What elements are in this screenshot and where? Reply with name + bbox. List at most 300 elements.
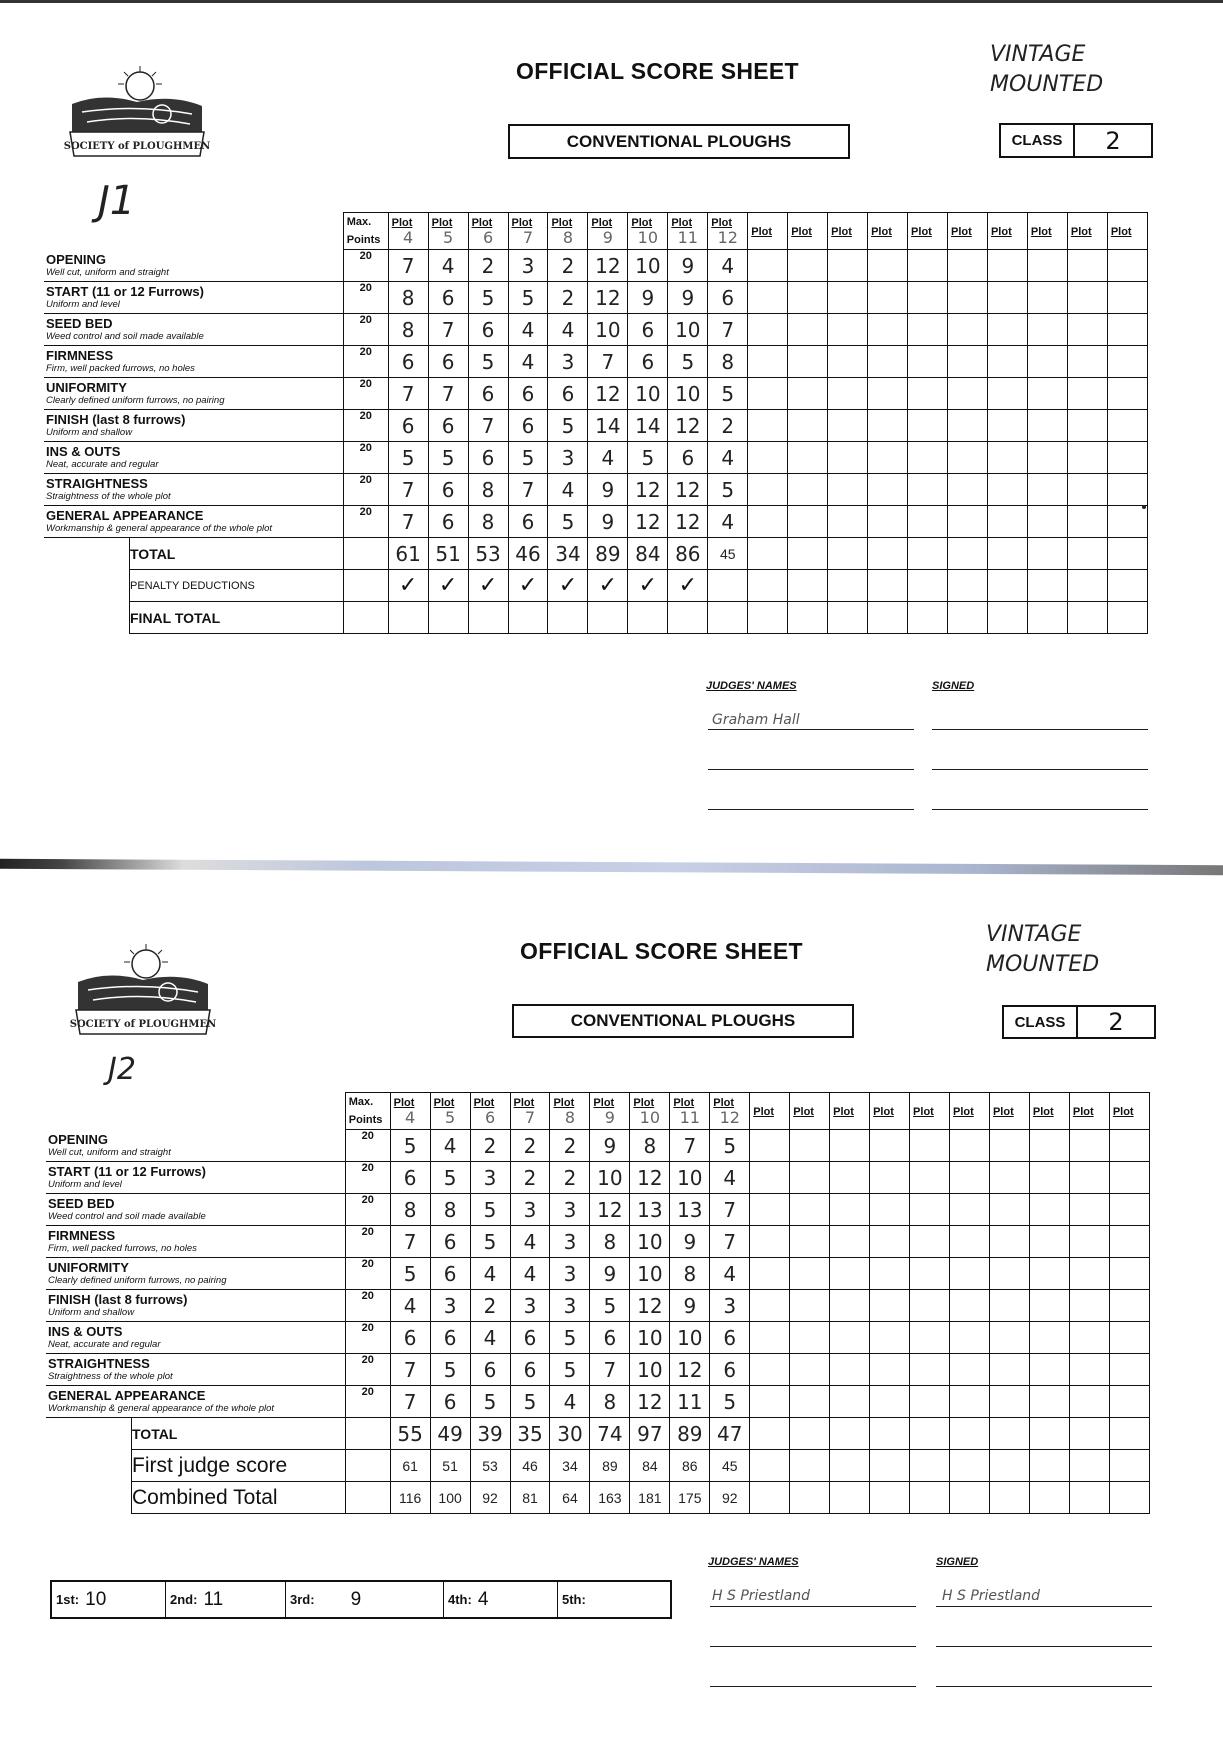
category-row — [44, 346, 1148, 378]
score-cell — [830, 1322, 870, 1354]
score-cell — [748, 250, 788, 282]
totals-spacer — [44, 538, 130, 570]
totals-cell — [989, 1450, 1029, 1482]
score-cell — [868, 282, 908, 314]
score-cell — [1029, 1226, 1069, 1258]
score-cell: 3 — [510, 1290, 550, 1322]
score-cell — [908, 474, 948, 506]
category-name: FINISH (last 8 furrows) — [46, 412, 186, 427]
category-name: UNIFORMITY — [46, 380, 127, 395]
score-cell: 3 — [508, 250, 548, 282]
score-cell: 12 — [670, 1354, 710, 1386]
totals-cell: ✓ — [388, 570, 428, 602]
max-points: 20 — [343, 474, 388, 506]
totals-cell: 89 — [670, 1418, 710, 1450]
score-cell: 7 — [390, 1226, 430, 1258]
score-cell: 11 — [670, 1386, 710, 1418]
score-cell: 5 — [430, 1354, 470, 1386]
score-cell — [1109, 1162, 1149, 1194]
plot-number: 8 — [562, 228, 574, 247]
totals-label: Combined Total — [132, 1482, 346, 1514]
score-cell — [748, 314, 788, 346]
totals-cell: ✓ — [628, 570, 668, 602]
score-cell — [870, 1194, 910, 1226]
max-points: 20 — [343, 442, 388, 474]
totals-cell: 55 — [390, 1418, 430, 1450]
score-cell: 13 — [630, 1194, 670, 1226]
plot-header — [548, 213, 588, 250]
score-cell: 7 — [708, 314, 748, 346]
plot-number: 9 — [604, 1108, 615, 1127]
score-cell — [1069, 1290, 1109, 1322]
totals-cell: 30 — [550, 1418, 590, 1450]
score-cell — [750, 1130, 790, 1162]
score-cell — [910, 1130, 950, 1162]
totals-cell — [1107, 602, 1147, 634]
score-cell: 5 — [548, 506, 588, 538]
plot-header — [870, 1093, 910, 1130]
score-cell — [790, 1194, 830, 1226]
totals-cell: 89 — [588, 538, 628, 570]
score-cell: 6 — [430, 1258, 470, 1290]
totals-row — [46, 1418, 1150, 1450]
category-description: Workmanship & general appearance of the whole plot — [46, 523, 273, 534]
totals-cell — [868, 602, 908, 634]
plot-number: 7 — [522, 228, 534, 247]
score-cell — [868, 506, 908, 538]
totals-cell — [987, 602, 1027, 634]
category-label — [46, 1386, 345, 1418]
score-cell — [868, 474, 908, 506]
totals-cell: 61 — [388, 538, 428, 570]
header-blank — [44, 213, 343, 250]
max-points: 20 — [343, 346, 388, 378]
score-cell: 6 — [590, 1322, 630, 1354]
score-cell — [1029, 1322, 1069, 1354]
score-cell — [788, 442, 828, 474]
score-cell: 3 — [710, 1290, 750, 1322]
plot-label: Plot — [713, 1097, 735, 1109]
score-cell — [1029, 1194, 1069, 1226]
plot-header — [668, 213, 708, 250]
score-cell — [1069, 1386, 1109, 1418]
score-cell — [989, 1322, 1029, 1354]
score-cell: 8 — [590, 1226, 630, 1258]
score-cell — [1067, 506, 1107, 538]
totals-cell — [828, 602, 868, 634]
score-cell: 5 — [508, 282, 548, 314]
category-description: Clearly defined uniform furrows, no pairing — [46, 395, 225, 406]
score-cell: 8 — [390, 1194, 430, 1226]
sheet-title: OFFICIAL SCORE SHEET — [520, 938, 803, 964]
score-cell: 4 — [470, 1322, 510, 1354]
category-label — [44, 378, 343, 410]
score-cell: 4 — [708, 506, 748, 538]
score-cell — [1109, 1130, 1149, 1162]
score-cell — [750, 1194, 790, 1226]
plot-number: 10 — [637, 228, 659, 247]
plot-header — [828, 213, 868, 250]
plot-label: Plot — [831, 225, 852, 238]
category-description: Workmanship & general appearance of the whole plot — [48, 1403, 275, 1414]
score-cell: 12 — [628, 506, 668, 538]
score-cell — [870, 1354, 910, 1386]
score-cell — [950, 1130, 990, 1162]
score-cell — [870, 1130, 910, 1162]
score-cell: 10 — [630, 1226, 670, 1258]
plot-label: Plot — [913, 1105, 934, 1118]
totals-cell: ✓ — [588, 570, 628, 602]
category-name: FINISH (last 8 furrows) — [48, 1292, 188, 1307]
score-cell: 4 — [588, 442, 628, 474]
score-cell — [790, 1258, 830, 1290]
totals-cell — [1109, 1450, 1149, 1482]
score-cell: 4 — [708, 250, 748, 282]
totals-cell: 100 — [430, 1482, 470, 1514]
score-cell — [870, 1226, 910, 1258]
plot-label: Plot — [671, 217, 693, 229]
score-cell: 10 — [588, 314, 628, 346]
category-name: STRAIGHTNESS — [46, 476, 148, 491]
score-cell — [987, 410, 1027, 442]
header-blank — [46, 1093, 345, 1130]
plot-label: Plot — [393, 1097, 415, 1109]
totals-cell — [1067, 538, 1107, 570]
score-cell: 7 — [388, 474, 428, 506]
judges-names-label: JUDGES' NAMES — [708, 1556, 799, 1568]
category-row — [44, 442, 1148, 474]
plot-label: Plot — [1030, 225, 1052, 238]
name-line-1 — [708, 729, 914, 730]
judge-label: J1 — [98, 178, 136, 224]
score-cell: 4 — [510, 1258, 550, 1290]
score-cell — [1109, 1290, 1149, 1322]
judge-label: J2 — [108, 1052, 136, 1087]
score-cell — [830, 1130, 870, 1162]
score-cell: 2 — [510, 1130, 550, 1162]
score-cell: 6 — [390, 1162, 430, 1194]
totals-label: FINAL TOTAL — [130, 602, 344, 634]
plot-label: Plot — [431, 217, 453, 229]
signed-label: SIGNED — [936, 1556, 979, 1568]
max-points: 20 — [343, 410, 388, 442]
score-cell: 5 — [708, 378, 748, 410]
logo-text: SOCIETY of PLOUGHMEN — [69, 1019, 217, 1030]
score-cell — [910, 1322, 950, 1354]
plot-header — [628, 213, 668, 250]
totals-cell — [870, 1418, 910, 1450]
totals-cell — [828, 538, 868, 570]
score-cell: 5 — [550, 1354, 590, 1386]
score-cell: 9 — [588, 506, 628, 538]
totals-cell — [908, 570, 948, 602]
score-cell — [1067, 346, 1107, 378]
score-cell: 2 — [550, 1130, 590, 1162]
totals-spacer — [46, 1418, 132, 1450]
category-description: Uniform and level — [48, 1179, 122, 1190]
plot-label: Plot — [631, 217, 653, 229]
plot-label: Plot — [471, 217, 493, 229]
score-cell — [868, 250, 908, 282]
score-cell: 4 — [508, 314, 548, 346]
score-cell: 5 — [710, 1130, 750, 1162]
class-note-line-2: MOUNTED — [990, 72, 1104, 97]
score-cell — [1027, 506, 1067, 538]
score-cell: 8 — [670, 1258, 710, 1290]
score-cell: 5 — [390, 1130, 430, 1162]
max-points-header — [345, 1093, 390, 1130]
score-cell: 10 — [668, 314, 708, 346]
totals-cell — [989, 1418, 1029, 1450]
score-cell: 12 — [630, 1386, 670, 1418]
judge-signature: H S Priestland — [942, 1588, 1041, 1604]
score-cell — [828, 378, 868, 410]
score-cell: 12 — [628, 474, 668, 506]
totals-cell: 46 — [510, 1450, 550, 1482]
category-row — [46, 1226, 1150, 1258]
score-cell — [868, 378, 908, 410]
plot-header — [1109, 1093, 1149, 1130]
score-cell — [790, 1162, 830, 1194]
totals-cell — [790, 1482, 830, 1514]
score-cell: 10 — [630, 1322, 670, 1354]
totals-row — [46, 1450, 1150, 1482]
category-row — [44, 410, 1148, 442]
totals-cell — [748, 570, 788, 602]
score-cell — [828, 314, 868, 346]
score-cell — [1107, 346, 1147, 378]
score-cell: 5 — [710, 1386, 750, 1418]
score-cell — [830, 1194, 870, 1226]
score-cell — [948, 314, 988, 346]
score-cell: 13 — [670, 1194, 710, 1226]
score-cell — [950, 1194, 990, 1226]
category-name: GENERAL APPEARANCE — [46, 508, 204, 523]
score-cell: 6 — [388, 410, 428, 442]
totals-cell — [428, 602, 468, 634]
score-cell — [828, 410, 868, 442]
score-cell — [868, 442, 908, 474]
max-points-header — [343, 213, 388, 250]
class-value: 2 — [1105, 126, 1121, 155]
score-cell — [1027, 250, 1067, 282]
score-cell — [1067, 250, 1107, 282]
totals-cell: 181 — [630, 1482, 670, 1514]
score-cell: 5 — [390, 1258, 430, 1290]
score-cell — [1109, 1194, 1149, 1226]
totals-cell — [790, 1450, 830, 1482]
plot-label: Plot — [793, 1105, 814, 1118]
score-cell — [1109, 1258, 1149, 1290]
plot-label: Plot — [433, 1097, 455, 1109]
score-cell — [868, 410, 908, 442]
category-description: Uniform and shallow — [46, 427, 133, 438]
totals-cell: 46 — [508, 538, 548, 570]
max-points: 20 — [343, 378, 388, 410]
plough-type-box — [508, 124, 850, 159]
score-cell — [987, 378, 1027, 410]
score-cell — [870, 1162, 910, 1194]
category-description: Neat, accurate and regular — [46, 459, 159, 470]
mark-dot — [1142, 505, 1146, 509]
score-cell: 6 — [388, 346, 428, 378]
score-cell: 10 — [630, 1258, 670, 1290]
score-cell — [948, 506, 988, 538]
plot-header — [908, 213, 948, 250]
totals-cell — [830, 1450, 870, 1482]
score-cell: 7 — [590, 1354, 630, 1386]
category-row — [46, 1162, 1150, 1194]
score-cell: 5 — [548, 410, 588, 442]
max-points: 20 — [343, 506, 388, 538]
totals-label: TOTAL — [130, 538, 344, 570]
totals-cell — [1027, 570, 1067, 602]
score-cell — [790, 1354, 830, 1386]
score-cell: 7 — [710, 1226, 750, 1258]
category-name: FIRMNESS — [48, 1228, 116, 1243]
max-points: 20 — [343, 314, 388, 346]
totals-cell — [628, 602, 668, 634]
plot-label: Plot — [513, 1097, 535, 1109]
class-note — [986, 920, 1099, 980]
totals-cell: 175 — [670, 1482, 710, 1514]
signature-line-3 — [932, 809, 1148, 810]
category-label — [44, 314, 343, 346]
totals-cell — [750, 1450, 790, 1482]
category-name: START (11 or 12 Furrows) — [48, 1164, 206, 1179]
plot-header — [788, 213, 828, 250]
score-cell — [828, 442, 868, 474]
score-cell: 8 — [708, 346, 748, 378]
plot-label: Plot — [711, 217, 733, 229]
placing-label: 2nd: — [170, 1592, 198, 1607]
score-cell — [948, 346, 988, 378]
score-cell — [1107, 442, 1147, 474]
totals-cell — [908, 538, 948, 570]
class-note-line-2: MOUNTED — [986, 952, 1100, 977]
score-cell: 5 — [628, 442, 668, 474]
score-cell — [950, 1322, 990, 1354]
totals-spacer — [46, 1482, 132, 1514]
plot-header — [948, 213, 988, 250]
score-cell: 10 — [590, 1162, 630, 1194]
category-row — [44, 282, 1148, 314]
totals-cell: 61 — [390, 1450, 430, 1482]
score-cell: 7 — [390, 1386, 430, 1418]
category-description: Firm, well packed furrows, no holes — [46, 363, 195, 374]
score-cell: 7 — [428, 378, 468, 410]
plot-label: Plot — [833, 1105, 854, 1118]
totals-cell — [1027, 538, 1067, 570]
points-label: Points — [346, 234, 381, 246]
score-cell: 8 — [468, 506, 508, 538]
totals-max — [345, 1482, 390, 1514]
score-cell: 7 — [710, 1194, 750, 1226]
max-points: 20 — [345, 1162, 390, 1194]
score-cell: 6 — [508, 410, 548, 442]
placing-1st — [52, 1582, 166, 1617]
score-cell: 12 — [630, 1290, 670, 1322]
class-box — [999, 123, 1153, 158]
plot-header — [670, 1093, 710, 1130]
score-cell: 4 — [710, 1162, 750, 1194]
max-label: Max. — [348, 1096, 374, 1108]
score-cell: 5 — [468, 282, 508, 314]
totals-cell: 97 — [630, 1418, 670, 1450]
score-cell: 4 — [428, 250, 468, 282]
page-top-edge — [0, 0, 1223, 3]
category-name: SEED BED — [48, 1196, 115, 1211]
score-cell — [830, 1386, 870, 1418]
score-cell: 9 — [668, 282, 708, 314]
plot-header — [1107, 213, 1147, 250]
totals-cell: 89 — [590, 1450, 630, 1482]
score-cell — [908, 506, 948, 538]
score-cell: 4 — [548, 314, 588, 346]
score-cell: 10 — [668, 378, 708, 410]
score-cell — [790, 1130, 830, 1162]
score-cell — [950, 1354, 990, 1386]
class-value: 2 — [1108, 1008, 1124, 1036]
category-label — [44, 346, 343, 378]
totals-max — [345, 1418, 390, 1450]
score-cell: 5 — [510, 1386, 550, 1418]
plot-number: 12 — [717, 228, 738, 247]
totals-max — [343, 602, 388, 634]
score-cell — [910, 1258, 950, 1290]
score-cell: 6 — [430, 1226, 470, 1258]
totals-cell — [508, 602, 548, 634]
score-cell: 6 — [628, 314, 668, 346]
totals-cell — [748, 538, 788, 570]
score-cell — [1067, 282, 1107, 314]
category-description: Well cut, uniform and straight — [46, 266, 169, 278]
category-label — [46, 1162, 345, 1194]
totals-cell — [1107, 570, 1147, 602]
category-label — [44, 410, 343, 442]
score-cell — [828, 474, 868, 506]
score-cell: 2 — [468, 250, 508, 282]
score-cell: 2 — [550, 1162, 590, 1194]
plot-header — [830, 1093, 870, 1130]
category-name: START (11 or 12 Furrows) — [46, 284, 204, 299]
plot-header — [748, 213, 788, 250]
totals-cell — [468, 602, 508, 634]
totals-cell — [788, 570, 828, 602]
score-cell — [1069, 1322, 1109, 1354]
totals-cell: 45 — [708, 538, 748, 570]
score-cell: 7 — [388, 506, 428, 538]
score-cell: 6 — [468, 442, 508, 474]
score-cell: 4 — [708, 442, 748, 474]
totals-cell: 34 — [550, 1450, 590, 1482]
totals-cell — [1109, 1482, 1149, 1514]
totals-cell: 92 — [710, 1482, 750, 1514]
totals-cell — [910, 1450, 950, 1482]
plot-header — [950, 1093, 990, 1130]
score-cell — [788, 314, 828, 346]
totals-cell: ✓ — [548, 570, 588, 602]
score-cell: 6 — [468, 314, 508, 346]
totals-cell — [1107, 538, 1147, 570]
totals-cell — [1029, 1450, 1069, 1482]
totals-cell — [1067, 602, 1107, 634]
placing-label: 4th: — [448, 1592, 472, 1607]
score-cell — [910, 1354, 950, 1386]
max-points: 20 — [345, 1386, 390, 1418]
placing-label: 3rd: — [290, 1592, 315, 1607]
score-cell — [788, 410, 828, 442]
